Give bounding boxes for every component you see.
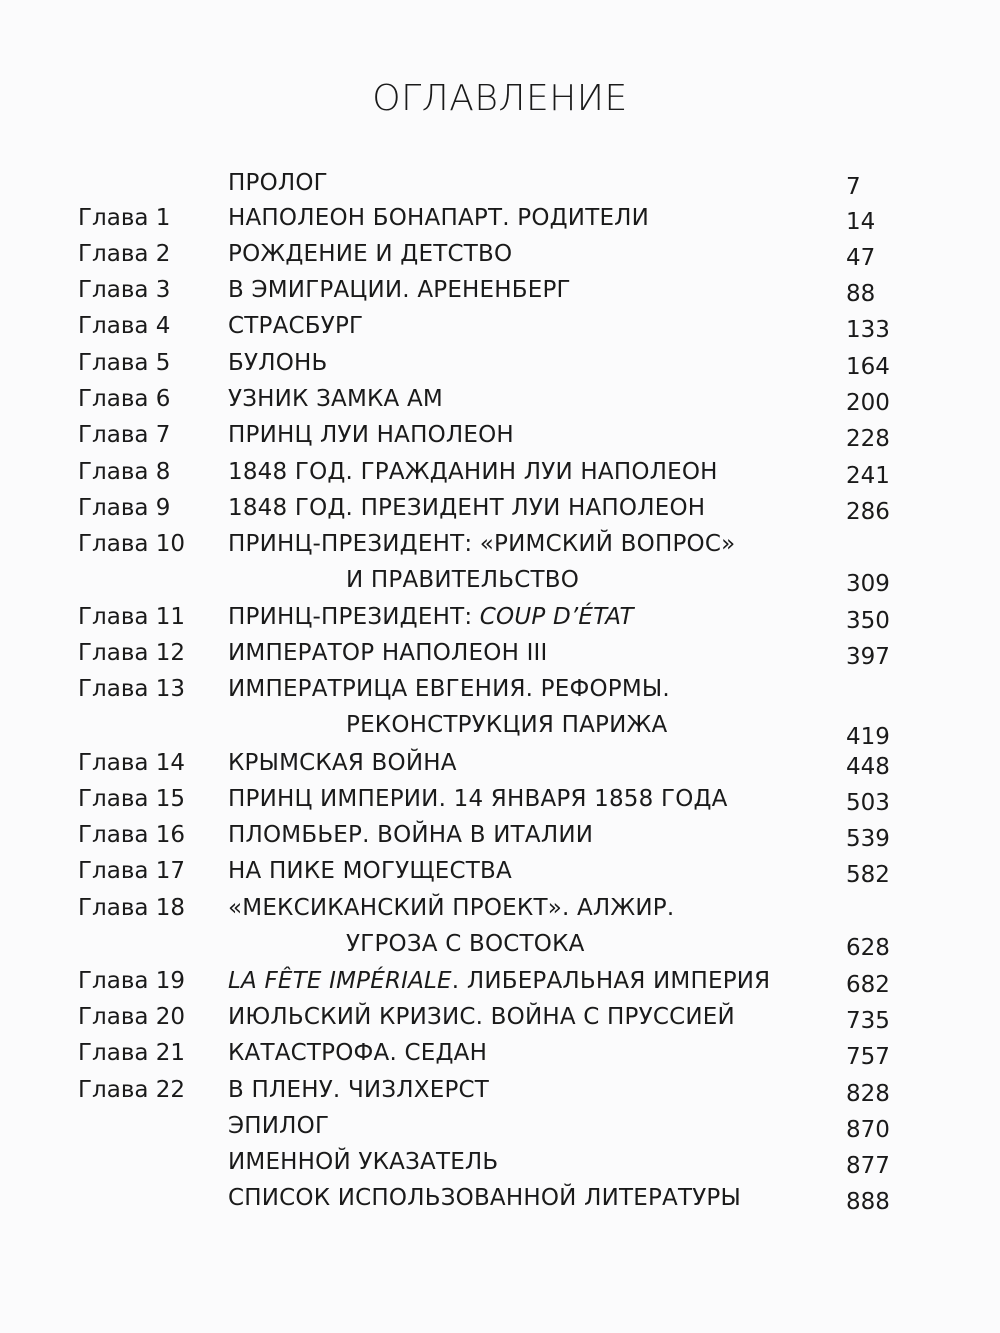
chapter-title-italic: COUP D’ÉTAT bbox=[479, 604, 634, 630]
chapter-number: Глава 20 bbox=[78, 1004, 186, 1030]
page-number: 133 bbox=[846, 317, 890, 343]
chapter-title: ИЮЛЬСКИЙ КРИЗИС. ВОЙНА С ПРУССИЕЙ bbox=[228, 1004, 735, 1030]
toc-entry bbox=[0, 604, 1000, 640]
toc-entry bbox=[0, 241, 1000, 277]
chapter-title: 1848 ГОД. ПРЕЗИДЕНТ ЛУИ НАПОЛЕОН bbox=[228, 495, 706, 521]
page-number: 286 bbox=[846, 499, 890, 525]
toc-entry-continuation bbox=[0, 931, 1000, 967]
chapter-title-continuation: УГРОЗА С ВОСТОКА bbox=[346, 931, 585, 957]
chapter-number: Глава 2 bbox=[78, 241, 171, 267]
page-number: 448 bbox=[846, 754, 890, 780]
page-number: 228 bbox=[846, 426, 890, 452]
chapter-number: Глава 12 bbox=[78, 640, 186, 666]
chapter-title bbox=[228, 968, 770, 994]
page-title: ОГЛАВЛЕНИЕ bbox=[372, 78, 628, 119]
chapter-title: РОЖДЕНИЕ И ДЕТСТВО bbox=[228, 241, 513, 267]
page-number: 309 bbox=[846, 571, 890, 597]
chapter-number: Глава 13 bbox=[78, 676, 186, 702]
chapter-title: В ПЛЕНУ. ЧИЗЛХЕРСТ bbox=[228, 1077, 490, 1103]
toc-entry bbox=[0, 459, 1000, 495]
chapter-number: Глава 3 bbox=[78, 277, 171, 303]
toc-entry bbox=[0, 1040, 1000, 1076]
chapter-title: 1848 ГОД. ГРАЖДАНИН ЛУИ НАПОЛЕОН bbox=[228, 459, 718, 485]
page-number: 419 bbox=[846, 724, 890, 750]
page-number: 350 bbox=[846, 608, 890, 634]
chapter-title: НАПОЛЕОН БОНАПАРТ. РОДИТЕЛИ bbox=[228, 205, 650, 231]
toc-entry bbox=[0, 313, 1000, 349]
chapter-title: ПРИНЦ-ПРЕЗИДЕНТ: «РИМСКИЙ ВОПРОС» bbox=[228, 531, 736, 557]
chapter-number: Глава 16 bbox=[78, 822, 186, 848]
toc-entry bbox=[0, 531, 1000, 567]
toc-entry bbox=[0, 786, 1000, 822]
toc-entry bbox=[0, 676, 1000, 712]
toc-entry bbox=[0, 1149, 1000, 1185]
toc-entry bbox=[0, 386, 1000, 422]
chapter-title: В ЭМИГРАЦИИ. АРЕНЕНБЕРГ bbox=[228, 277, 571, 303]
page-number: 14 bbox=[846, 209, 876, 235]
page-number: 735 bbox=[846, 1008, 890, 1034]
chapter-title-prefix: ПРИНЦ-ПРЕЗИДЕНТ: bbox=[228, 604, 480, 630]
page-number: 539 bbox=[846, 826, 890, 852]
page-number: 241 bbox=[846, 463, 890, 489]
chapter-number: Глава 15 bbox=[78, 786, 186, 812]
toc-entry-continuation bbox=[0, 567, 1000, 603]
toc-entry bbox=[0, 1077, 1000, 1113]
page-number: 682 bbox=[846, 972, 890, 998]
page-number: 7 bbox=[846, 174, 861, 200]
page-number: 628 bbox=[846, 935, 890, 961]
page-number: 397 bbox=[846, 644, 890, 670]
toc-entry bbox=[0, 1185, 1000, 1221]
chapter-title: ПРИНЦ ЛУИ НАПОЛЕОН bbox=[228, 422, 514, 448]
chapter-title: НА ПИКЕ МОГУЩЕСТВА bbox=[228, 858, 512, 884]
chapter-number: Глава 21 bbox=[78, 1040, 186, 1066]
page-number: 888 bbox=[846, 1189, 890, 1215]
chapter-title: УЗНИК ЗАМКА АМ bbox=[228, 386, 443, 412]
page-number: 88 bbox=[846, 281, 876, 307]
page-number: 503 bbox=[846, 790, 890, 816]
chapter-title: СПИСОК ИСПОЛЬЗОВАННОЙ ЛИТЕРАТУРЫ bbox=[228, 1185, 741, 1211]
toc-entry bbox=[0, 895, 1000, 931]
chapter-number: Глава 10 bbox=[78, 531, 186, 557]
chapter-title: ИМЕННОЙ УКАЗАТЕЛЬ bbox=[228, 1149, 499, 1175]
chapter-title: КРЫМСКАЯ ВОЙНА bbox=[228, 750, 457, 776]
chapter-number: Глава 22 bbox=[78, 1077, 186, 1103]
page-number: 828 bbox=[846, 1081, 890, 1107]
chapter-title: «МЕКСИКАНСКИЙ ПРОЕКТ». АЛЖИР. bbox=[228, 895, 675, 921]
page-number: 757 bbox=[846, 1044, 890, 1070]
page-number: 877 bbox=[846, 1153, 890, 1179]
chapter-number: Глава 7 bbox=[78, 422, 171, 448]
chapter-title: БУЛОНЬ bbox=[228, 350, 328, 376]
chapter-title bbox=[228, 604, 634, 630]
toc-entry bbox=[0, 1113, 1000, 1149]
toc-entry bbox=[0, 205, 1000, 241]
chapter-title: СТРАСБУРГ bbox=[228, 313, 364, 339]
chapter-title: ИМПЕРАТРИЦА ЕВГЕНИЯ. РЕФОРМЫ. bbox=[228, 676, 670, 702]
chapter-number: Глава 11 bbox=[78, 604, 186, 630]
chapter-number: Глава 8 bbox=[78, 459, 171, 485]
chapter-number: Глава 17 bbox=[78, 858, 186, 884]
chapter-title: ИМПЕРАТОР НАПОЛЕОН III bbox=[228, 640, 548, 666]
toc-entry-continuation bbox=[0, 712, 1000, 748]
toc-entry bbox=[0, 640, 1000, 676]
chapter-number: Глава 1 bbox=[78, 205, 171, 231]
chapter-number: Глава 14 bbox=[78, 750, 186, 776]
page-number: 870 bbox=[846, 1117, 890, 1143]
toc-entry bbox=[0, 858, 1000, 894]
toc-entry bbox=[0, 422, 1000, 458]
toc-entry bbox=[0, 822, 1000, 858]
page-number: 200 bbox=[846, 390, 890, 416]
chapter-title-suffix: . ЛИБЕРАЛЬНАЯ ИМПЕРИЯ bbox=[451, 968, 771, 994]
page-number: 47 bbox=[846, 245, 876, 271]
chapter-number: Глава 5 bbox=[78, 350, 171, 376]
chapter-title: ПРИНЦ ИМПЕРИИ. 14 ЯНВАРЯ 1858 ГОДА bbox=[228, 786, 728, 812]
toc-entry bbox=[0, 277, 1000, 313]
toc-entry bbox=[0, 170, 1000, 206]
page-number: 582 bbox=[846, 862, 890, 888]
chapter-number: Глава 9 bbox=[78, 495, 171, 521]
chapter-number: Глава 4 bbox=[78, 313, 171, 339]
toc-entry bbox=[0, 968, 1000, 1004]
chapter-title-italic: LA FÊTE IMPÉRIALE bbox=[228, 968, 452, 994]
chapter-title: ПРОЛОГ bbox=[228, 170, 328, 196]
chapter-title: ПЛОМБЬЕР. ВОЙНА В ИТАЛИИ bbox=[228, 822, 594, 848]
chapter-title: ЭПИЛОГ bbox=[228, 1113, 330, 1139]
chapter-title-continuation: И ПРАВИТЕЛЬСТВО bbox=[346, 567, 580, 593]
toc-entry bbox=[0, 495, 1000, 531]
toc-entry bbox=[0, 350, 1000, 386]
chapter-number: Глава 19 bbox=[78, 968, 186, 994]
page-number: 164 bbox=[846, 354, 890, 380]
toc-entry bbox=[0, 750, 1000, 786]
chapter-title-continuation: РЕКОНСТРУКЦИЯ ПАРИЖА bbox=[346, 712, 668, 738]
chapter-number: Глава 18 bbox=[78, 895, 186, 921]
chapter-title: КАТАСТРОФА. СЕДАН bbox=[228, 1040, 488, 1066]
chapter-number: Глава 6 bbox=[78, 386, 171, 412]
toc-entry bbox=[0, 1004, 1000, 1040]
